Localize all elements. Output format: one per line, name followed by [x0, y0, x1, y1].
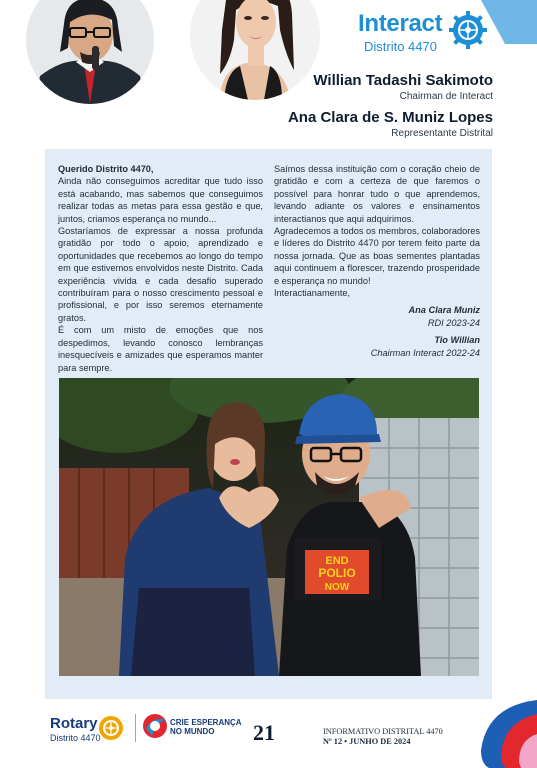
footer-divider — [135, 714, 136, 742]
hope-line: CRIE ESPERANÇA — [170, 718, 242, 727]
shirt-text: POLIO — [318, 566, 356, 580]
letter-column-right — [274, 163, 480, 359]
rotary-wheel-icon — [97, 714, 125, 742]
page-footer — [0, 700, 537, 768]
rotary-word: Rotary — [50, 715, 98, 732]
decorative-swirl — [467, 700, 537, 768]
signature-name: Tio Willian — [434, 335, 480, 346]
signature-role: Chairman Interact 2022-24 — [370, 347, 480, 358]
authors-block — [233, 72, 493, 139]
signature-2 — [274, 334, 480, 359]
hope-theme-icon — [142, 712, 168, 740]
signature-1 — [274, 304, 480, 329]
page-number: 21 — [253, 720, 275, 745]
interact-brand — [358, 10, 494, 60]
author-name-1: Willian Tadashi Sakimoto — [313, 72, 493, 89]
author-role-2: Representante Distrital — [391, 128, 493, 139]
corner-accent — [505, 0, 537, 44]
letter-closing: Interactianamente, — [274, 288, 351, 299]
letter-paragraph: Agradecemos a todos os membros, colaboradores e líderes do Distrito 4470 por terem feito parte da nossa jornada. Que as boas sementes plantadas aqui continuem a florescer, trazendo prosperidade e esperança no mundo! — [274, 226, 480, 286]
letter-greeting: Querido Distrito 4470, — [58, 164, 154, 174]
brand-district: Distrito 4470 — [364, 39, 437, 54]
signature-role: RDI 2023-24 — [427, 317, 480, 328]
publication-title: INFORMATIVO DISTRITAL 4470 — [323, 727, 443, 736]
signature-name: Ana Clara Muniz — [408, 305, 480, 316]
letter-paragraph: Ainda não conseguimos acreditar que tudo isso está acabando, mas sabemos que conseguimos realizar todas as metas para essa gestão e que, juntos, criamos esperança no mundo... — [58, 176, 263, 224]
letter-paragraph: É com um misto de emoções que nos despedimos, levando conosco lembranças inesquecíveis e amizades que esperamos manter para sempre. — [58, 325, 263, 373]
hope-line: NO MUNDO — [170, 727, 215, 736]
group-photo — [59, 378, 479, 676]
publication-issue: Nº 12 • JUNHO DE 2024 — [323, 737, 411, 746]
shirt-text: NOW — [324, 582, 350, 593]
shirt-text: END — [325, 555, 349, 567]
letter-column-left — [58, 163, 263, 374]
rotary-district: Distrito 4470 — [50, 733, 101, 743]
letter-paragraph: Saímos dessa instituição com o coração cheio de gratidão e com a certeza de que faremos o possível para honrar tudo o que aprendemos, levando adiante os valores e ensinamentos interactianos que aqui adquirimos. — [274, 164, 480, 224]
letter-paragraph: Gostaríamos de expressar a nossa profunda gratidão por todo o apoio, aprendizado e oportunidades que recebemos ao longo do tempo em que estivemos envolvidos neste Distrito. Cada experiência vivida e cada desafio superado contribuíram para o nosso crescimento pessoal e profissional, e por isso seremos eternamente gratos. — [58, 226, 263, 323]
author-role-1: Chairman de Interact — [399, 91, 493, 102]
author-name-2: Ana Clara de S. Muniz Lopes — [287, 109, 493, 126]
interact-gear-icon — [448, 10, 488, 50]
brand-word: Interact — [358, 10, 443, 37]
hope-theme — [170, 718, 242, 736]
publication-info — [323, 727, 443, 747]
rotary-logo — [50, 715, 101, 743]
